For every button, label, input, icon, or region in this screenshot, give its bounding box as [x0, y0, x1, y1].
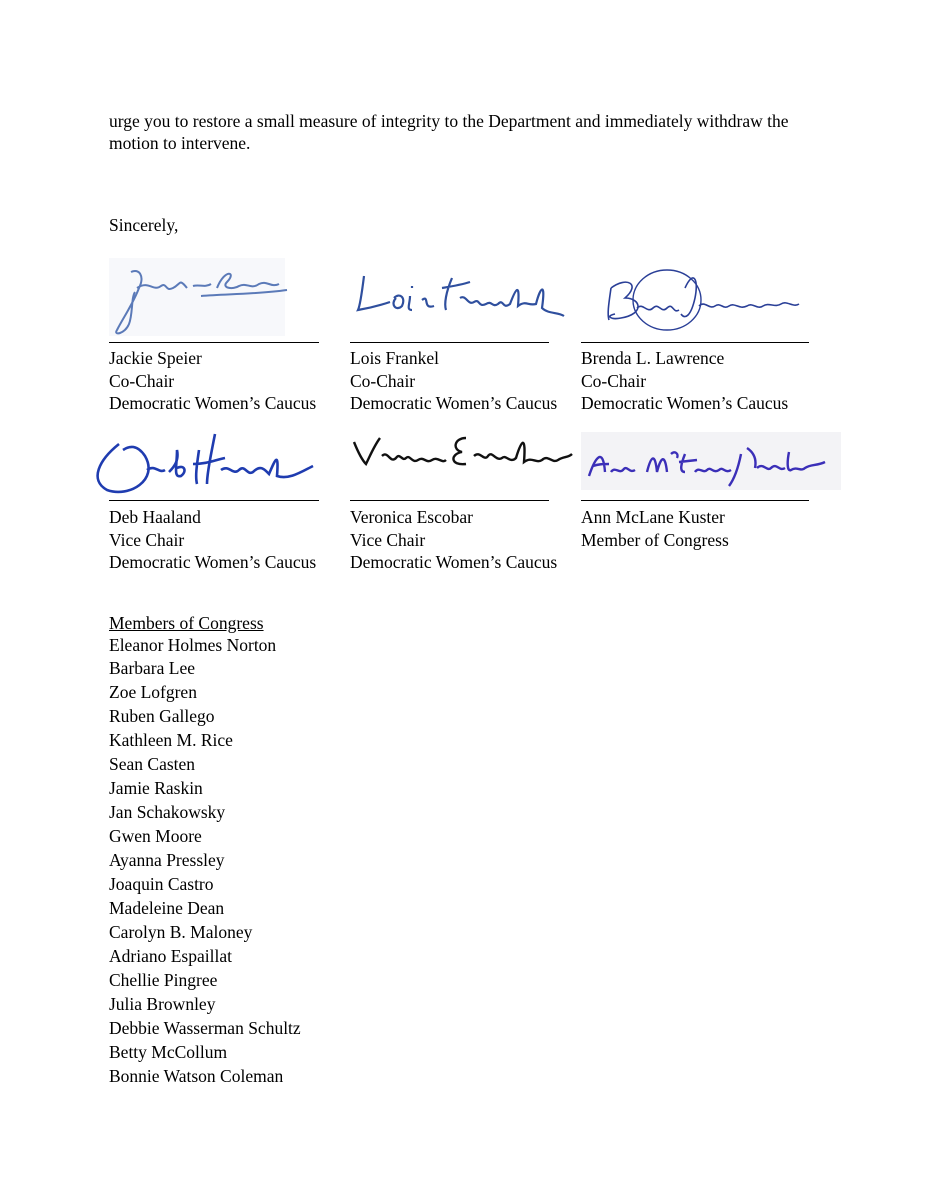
member-name: Madeleine Dean [109, 898, 225, 918]
member-name: Debbie Wasserman Schultz [109, 1018, 301, 1038]
handwritten-signature-escobar [350, 420, 590, 500]
signatory-name: Deb Haaland [109, 507, 201, 527]
signatory-name: Ann McLane Kuster [581, 507, 725, 527]
signatory-organization: Democratic Women’s Caucus [350, 393, 558, 413]
member-names [109, 634, 301, 1088]
member-name: Ruben Gallego [109, 706, 215, 726]
signatory-name: Jackie Speier [109, 348, 202, 368]
member-name: Betty McCollum [109, 1042, 228, 1062]
valediction: Sincerely, [109, 215, 179, 235]
signatory-title: Co-Chair [581, 370, 647, 391]
member-name: Barbara Lee [109, 658, 195, 678]
member-name: Sean Casten [109, 754, 196, 774]
signatory-name: Veronica Escobar [350, 507, 473, 527]
member-name: Julia Brownley [109, 994, 216, 1014]
member-name: Ayanna Pressley [109, 850, 225, 870]
member-name: Adriano Espaillat [109, 946, 232, 966]
signatory-organization: Democratic Women’s Caucus [581, 393, 789, 413]
member-name: Chellie Pingree [109, 970, 218, 990]
member-name: Zoe Lofgren [109, 682, 197, 702]
member-name: Bonnie Watson Coleman [109, 1066, 284, 1086]
members-heading: Members of Congress [109, 613, 264, 633]
signatory-organization: Democratic Women’s Caucus [350, 552, 558, 572]
member-name: Jan Schakowsky [109, 802, 226, 822]
closing-paragraph: urge you to restore a small measure of integrity to the Department and immediately withdraw the motion to intervene. [109, 111, 789, 153]
signatory-name: Lois Frankel [350, 348, 439, 368]
handwritten-signature-haaland [89, 420, 324, 500]
member-name: Carolyn B. Maloney [109, 922, 253, 942]
signatory-title: Vice Chair [350, 529, 426, 550]
members-of-congress-list [109, 612, 301, 1088]
member-name: Jamie Raskin [109, 778, 203, 798]
signatory-organization: Democratic Women’s Caucus [109, 393, 317, 413]
signatory-organization: Democratic Women’s Caucus [109, 552, 317, 572]
signatory-title: Co-Chair [350, 370, 416, 391]
handwritten-signature-kuster [581, 432, 841, 490]
member-name: Eleanor Holmes Norton [109, 635, 277, 655]
member-name: Kathleen M. Rice [109, 730, 233, 750]
member-name: Gwen Moore [109, 826, 202, 846]
signatory-name: Brenda L. Lawrence [581, 348, 725, 368]
member-name: Joaquin Castro [109, 874, 214, 894]
signatory-organization [581, 551, 831, 574]
signatory-title: Vice Chair [109, 529, 185, 550]
handwritten-signature-lawrence [581, 258, 821, 338]
signatory-title: Member of Congress [581, 529, 729, 550]
signatory-title: Co-Chair [109, 370, 175, 391]
handwritten-signature-frankel [350, 258, 590, 338]
handwritten-signature-speier [109, 258, 349, 338]
